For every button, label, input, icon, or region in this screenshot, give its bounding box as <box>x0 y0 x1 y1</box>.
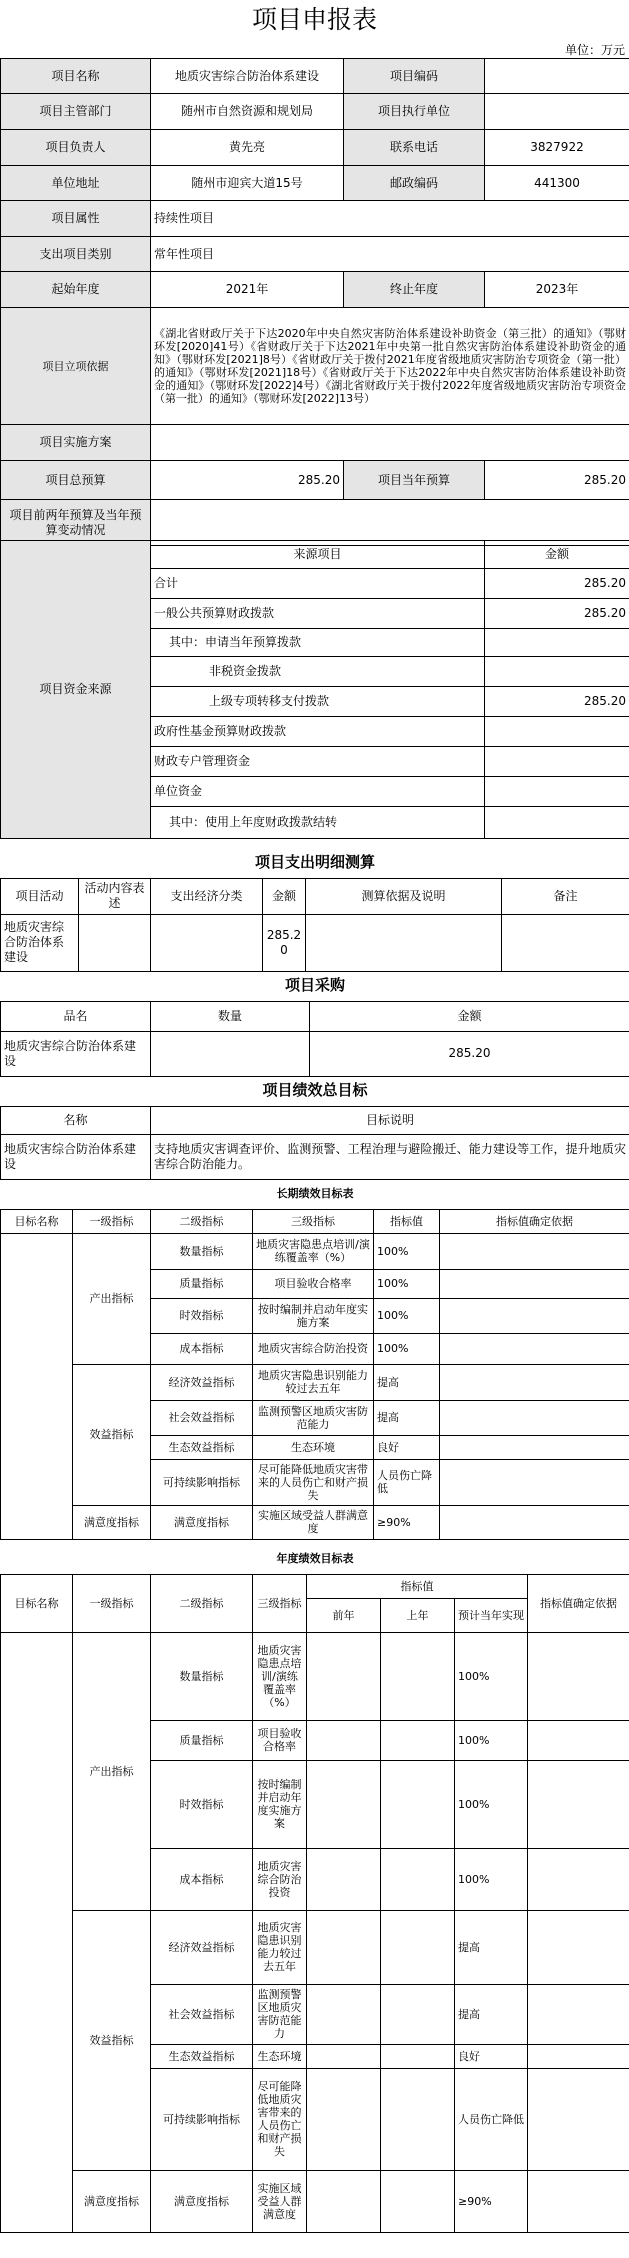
annual-header: 指标值 <box>307 1574 528 1598</box>
start-label: 起始年度 <box>1 272 151 308</box>
zip-value: 441300 <box>485 166 629 201</box>
funds-col-amount: 金额 <box>485 541 629 569</box>
annual-prev1 <box>381 2170 455 2232</box>
purchase-header: 品名 <box>1 1001 151 1031</box>
annual-prev2 <box>307 1720 381 1760</box>
goal-header: 目标说明 <box>151 1106 629 1134</box>
detail-cell <box>306 914 502 971</box>
annual-header: 三级指标 <box>253 1574 307 1632</box>
dept-value: 随州市自然资源和规划局 <box>151 94 344 130</box>
plan-label: 项目实施方案 <box>1 425 151 461</box>
exec-value <box>485 94 629 130</box>
name-label: 项目名称 <box>1 59 151 94</box>
annual-prev1 <box>381 1984 455 2044</box>
annual-value: 100% <box>455 1632 528 1720</box>
goal-table <box>0 1076 629 1180</box>
long-level2: 社会效益指标 <box>151 1400 253 1435</box>
annual-subheader: 上年 <box>381 1598 455 1632</box>
detail-section <box>0 848 629 972</box>
phone-label: 联系电话 <box>344 130 485 166</box>
long-basis <box>440 1298 629 1333</box>
annual-prev2 <box>307 1760 381 1848</box>
long-value: 提高 <box>374 1364 440 1400</box>
annual-level3: 实施区域受益人群满意度 <box>253 2170 307 2232</box>
zip-label: 邮政编码 <box>344 166 485 201</box>
annual-header: 指标值确定依据 <box>528 1574 629 1632</box>
funds-row-name: 合计 <box>151 569 485 599</box>
annual-cat3: 满意度指标 <box>73 2170 151 2232</box>
detail-title: 项目支出明细测算 <box>255 853 376 872</box>
long-level3: 地质灾害综合防治投资 <box>253 1333 374 1364</box>
long-value: 100% <box>374 1333 440 1364</box>
annual-prev2 <box>307 2068 381 2170</box>
detail-cell: 地质灾害综合防治体系建设 <box>1 914 79 971</box>
annual-header: 一级指标 <box>73 1574 151 1632</box>
funds-row-amount <box>485 717 629 747</box>
annual-value: 良好 <box>455 2044 528 2068</box>
funds-row-name: 其中：申请当年预算拨款 <box>151 629 485 657</box>
purchase-cell <box>151 1031 310 1076</box>
detail-cell <box>151 914 263 971</box>
annual-level2: 数量指标 <box>151 1632 253 1720</box>
long-header: 目标名称 <box>1 1209 73 1233</box>
addr-value: 随州市迎宾大道15号 <box>151 166 344 201</box>
detail-header: 支出经济分类 <box>151 878 263 914</box>
annual-value: 人员伤亡降低 <box>455 2068 528 2170</box>
change-label: 项目前两年预算及当年预算变动情况 <box>1 500 151 546</box>
funds-row-name: 财政专户管理资金 <box>151 747 485 777</box>
long-level2: 质量指标 <box>151 1269 253 1298</box>
long-level3: 地质灾害隐患识别能力较过去五年 <box>253 1364 374 1400</box>
annual-level3: 地质灾害综合防治投资 <box>253 1848 307 1910</box>
long-title: 长期绩效目标表 <box>276 1187 354 1201</box>
unit-label: 单位：万元 <box>564 43 625 57</box>
end-label: 终止年度 <box>344 272 485 308</box>
leader-value: 黄先亮 <box>151 130 344 166</box>
funds-col-source: 来源项目 <box>151 541 485 569</box>
annual-prev2 <box>307 2044 381 2068</box>
annual-subheader: 预计当年实现 <box>455 1598 528 1632</box>
annual-prev2 <box>307 2170 381 2232</box>
long-basis <box>440 1333 629 1364</box>
long-level2: 生态效益指标 <box>151 1435 253 1459</box>
page-title: 项目申报表 <box>251 5 377 34</box>
long-basis <box>440 1364 629 1400</box>
annual-level2: 可持续影响指标 <box>151 2068 253 2170</box>
funds-row-amount: 285.20 <box>485 569 629 599</box>
long-level2: 时效指标 <box>151 1298 253 1333</box>
annual-level3: 尽可能降低地质灾害带来的人员伤亡和财产损失 <box>253 2068 307 2170</box>
annual-prev1 <box>381 1760 455 1848</box>
long-term-table <box>0 1179 629 1540</box>
funds-row-name: 上级专项转移支付拨款 <box>151 687 485 717</box>
long-value: 人员伤亡降低 <box>374 1459 440 1505</box>
annual-level3: 生态环境 <box>253 2044 307 2068</box>
annual-header: 二级指标 <box>151 1574 253 1632</box>
purchase-table <box>0 971 629 1077</box>
basic-info-section <box>0 58 629 546</box>
annual-subheader: 前年 <box>307 1598 381 1632</box>
annual-cat2: 效益指标 <box>73 1910 151 2170</box>
annual-title: 年度绩效目标表 <box>276 1552 354 1566</box>
annual-level2: 时效指标 <box>151 1760 253 1848</box>
long-header: 指标值确定依据 <box>440 1209 629 1233</box>
budget-label: 项目总预算 <box>1 461 151 500</box>
basis-value: 《湖北省财政厅关于下达2020年中央自然灾害防治体系建设补助资金（第三批）的通知》（鄂财环发[2020]41号）《省财政厅关于下达2021年中央第一批自然灾害防治体系建设补助资金的通知》（鄂财环发[2021]8号）《省财政厅关于拨付2021年度省级地质灾害防治专项资金（第一批）的通知》（鄂财环发[2021]18号）《省财政厅关于下达2022年中央自然灾害防治体系建设补助资金的通知》（鄂财环发[2022]4号）《湖北省财政厅关于拨付2022年度省级地质灾害防治专项资金（第一批）的通知》（鄂财环发[2022]13号） <box>151 308 629 425</box>
leader-label: 项目负责人 <box>1 130 151 166</box>
annual-value: 提高 <box>455 1984 528 2044</box>
start-value: 2021年 <box>151 272 344 308</box>
dept-label: 项目主管部门 <box>1 94 151 130</box>
detail-header: 项目活动 <box>1 878 79 914</box>
annual-basis <box>528 2068 629 2170</box>
purchase-section <box>0 971 629 1077</box>
long-value: 良好 <box>374 1435 440 1459</box>
funds-row-amount <box>485 807 629 839</box>
detail-header: 备注 <box>502 878 629 914</box>
long-value: 100% <box>374 1233 440 1269</box>
detail-header: 金额 <box>263 878 306 914</box>
code-label: 项目编码 <box>344 59 485 94</box>
annual-basis <box>528 1984 629 2044</box>
annual-prev1 <box>381 2044 455 2068</box>
annual-section <box>0 1544 629 2233</box>
annual-table <box>0 1544 629 2233</box>
long-basis <box>440 1400 629 1435</box>
long-level3: 生态环境 <box>253 1435 374 1459</box>
funds-row-amount: 285.20 <box>485 687 629 717</box>
purchase-header: 数量 <box>151 1001 310 1031</box>
annual-value: 100% <box>455 1848 528 1910</box>
annual-target-name <box>1 1632 73 2232</box>
long-level2: 成本指标 <box>151 1333 253 1364</box>
detail-cell: 285.20 <box>263 914 306 971</box>
long-basis <box>440 1435 629 1459</box>
goal-section <box>0 1076 629 1180</box>
annual-value: ≥90% <box>455 2170 528 2232</box>
annual-prev1 <box>381 1632 455 1720</box>
plan-value <box>151 425 629 461</box>
goal-cell: 支持地质灾害调查评价、监测预警、工程治理与避险搬迁、能力建设等工作，提升地质灾害综合防治能力。 <box>151 1134 629 1179</box>
end-value: 2023年 <box>485 272 629 308</box>
funds-table <box>0 540 629 839</box>
funds-row-name: 政府性基金预算财政拨款 <box>151 717 485 747</box>
annual-level2: 经济效益指标 <box>151 1910 253 1984</box>
annual-level2: 满意度指标 <box>151 2170 253 2232</box>
phone-value: 3827922 <box>485 130 629 166</box>
annual-basis <box>528 2170 629 2232</box>
purchase-header: 金额 <box>310 1001 629 1031</box>
long-cat1: 产出指标 <box>73 1233 151 1364</box>
long-level3: 监测预警区地质灾害防范能力 <box>253 1400 374 1435</box>
long-value: 100% <box>374 1298 440 1333</box>
annual-prev2 <box>307 1848 381 1910</box>
attr-label: 项目属性 <box>1 201 151 237</box>
annual-prev2 <box>307 1984 381 2044</box>
purchase-title: 项目采购 <box>285 976 346 995</box>
budget-value: 285.20 <box>151 461 344 500</box>
funds-row-amount <box>485 777 629 807</box>
type-value: 常年性项目 <box>151 237 629 272</box>
long-header: 三级指标 <box>253 1209 374 1233</box>
annual-basis <box>528 1720 629 1760</box>
goal-title: 项目绩效总目标 <box>262 1081 368 1100</box>
annual-level3: 项目验收合格率 <box>253 1720 307 1760</box>
funds-row-name: 其中：使用上年度财政拨款结转 <box>151 807 485 839</box>
annual-basis <box>528 1760 629 1848</box>
basis-label: 项目立项依据 <box>1 308 151 425</box>
long-level3: 尽可能降低地质灾害带来的人员伤亡和财产损失 <box>253 1459 374 1505</box>
long-basis <box>440 1233 629 1269</box>
annual-level2: 质量指标 <box>151 1720 253 1760</box>
annual-level3: 监测预警区地质灾害防范能力 <box>253 1984 307 2044</box>
annual-level2: 生态效益指标 <box>151 2044 253 2068</box>
long-level2: 满意度指标 <box>151 1505 253 1539</box>
annual-cat1: 产出指标 <box>73 1632 151 1910</box>
long-value: 提高 <box>374 1400 440 1435</box>
annual-prev1 <box>381 2068 455 2170</box>
funds-label: 项目资金来源 <box>1 541 151 839</box>
annual-level2: 社会效益指标 <box>151 1984 253 2044</box>
attr-value: 持续性项目 <box>151 201 629 237</box>
annual-basis <box>528 1632 629 1720</box>
basic-info-table <box>0 58 629 546</box>
change-value <box>151 500 629 546</box>
long-value: 100% <box>374 1269 440 1298</box>
annual-value: 100% <box>455 1720 528 1760</box>
annual-prev1 <box>381 1848 455 1910</box>
detail-cell <box>79 914 151 971</box>
annual-basis <box>528 2044 629 2068</box>
purchase-cell: 地质灾害综合防治体系建设 <box>1 1031 151 1076</box>
funds-row-name: 非税资金拨款 <box>151 657 485 687</box>
type-label: 支出项目类别 <box>1 237 151 272</box>
long-header: 指标值 <box>374 1209 440 1233</box>
annual-prev1 <box>381 1720 455 1760</box>
annual-prev1 <box>381 1910 455 1984</box>
long-basis <box>440 1459 629 1505</box>
funds-section <box>0 540 629 839</box>
purchase-cell: 285.20 <box>310 1031 629 1076</box>
long-basis <box>440 1269 629 1298</box>
detail-header: 活动内容表述 <box>79 878 151 914</box>
year-budget-label: 项目当年预算 <box>344 461 485 500</box>
goal-header: 名称 <box>1 1106 151 1134</box>
long-header: 一级指标 <box>73 1209 151 1233</box>
annual-level3: 地质灾害隐患点培训/演练覆盖率（%） <box>253 1632 307 1720</box>
long-cat2: 效益指标 <box>73 1364 151 1505</box>
project-name: 地质灾害综合防治体系建设 <box>151 59 344 94</box>
project-code <box>485 59 629 94</box>
annual-prev2 <box>307 1632 381 1720</box>
long-level3: 地质灾害隐患点培训/演练覆盖率（%） <box>253 1233 374 1269</box>
funds-row-name: 单位资金 <box>151 777 485 807</box>
long-target-name <box>1 1233 73 1539</box>
annual-level3: 按时编制并启动年度实施方案 <box>253 1760 307 1848</box>
addr-label: 单位地址 <box>1 166 151 201</box>
long-level2: 可持续影响指标 <box>151 1459 253 1505</box>
detail-table <box>0 848 629 972</box>
year-budget-value: 285.20 <box>485 461 629 500</box>
annual-header: 目标名称 <box>1 1574 73 1632</box>
long-level3: 按时编制并启动年度实施方案 <box>253 1298 374 1333</box>
long-level3: 实施区域受益人群满意度 <box>253 1505 374 1539</box>
funds-row-amount <box>485 629 629 657</box>
annual-basis <box>528 1848 629 1910</box>
long-level3: 项目验收合格率 <box>253 1269 374 1298</box>
detail-header: 测算依据及说明 <box>306 878 502 914</box>
annual-level3: 地质灾害隐患识别能力较过去五年 <box>253 1910 307 1984</box>
annual-value: 提高 <box>455 1910 528 1984</box>
long-basis <box>440 1505 629 1539</box>
annual-prev2 <box>307 1910 381 1984</box>
long-term-section <box>0 1179 629 1540</box>
detail-cell <box>502 914 629 971</box>
long-cat3: 满意度指标 <box>73 1505 151 1539</box>
annual-basis <box>528 1910 629 1984</box>
exec-label: 项目执行单位 <box>344 94 485 130</box>
annual-value: 100% <box>455 1760 528 1848</box>
annual-level2: 成本指标 <box>151 1848 253 1910</box>
long-header: 二级指标 <box>151 1209 253 1233</box>
funds-row-name: 一般公共预算财政拨款 <box>151 599 485 629</box>
funds-row-amount: 285.20 <box>485 599 629 629</box>
long-level2: 经济效益指标 <box>151 1364 253 1400</box>
long-value: ≥90% <box>374 1505 440 1539</box>
funds-row-amount <box>485 657 629 687</box>
funds-row-amount <box>485 747 629 777</box>
goal-cell: 地质灾害综合防治体系建设 <box>1 1134 151 1179</box>
long-level2: 数量指标 <box>151 1233 253 1269</box>
